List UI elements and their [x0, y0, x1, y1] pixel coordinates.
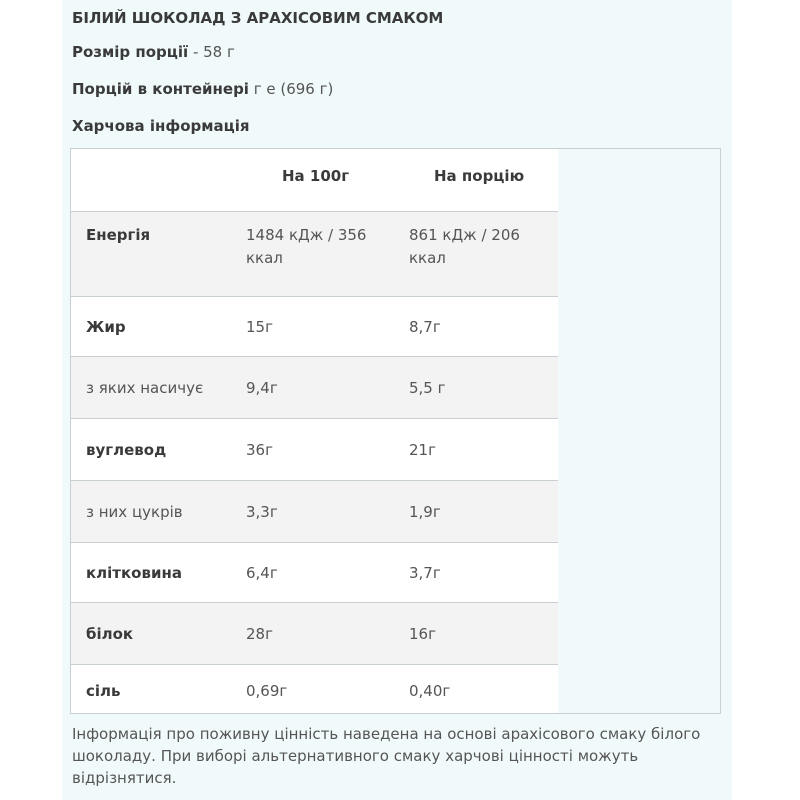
value-per-100g: 3,3г	[246, 503, 278, 521]
column-header: На порцію	[434, 167, 525, 185]
value-per-100g: 15г	[246, 318, 273, 336]
value-per-serving: 16г	[409, 625, 436, 643]
table-row	[71, 480, 558, 542]
column-header: На 100г	[282, 167, 350, 185]
value-per-serving: 0,40г	[409, 682, 451, 700]
value-per-serving: 861 кДж / 206 ккал	[409, 226, 520, 267]
table-row	[71, 664, 558, 716]
serving-size-value: - 58 г	[188, 43, 235, 61]
value-per-100g: 1484 кДж / 356 ккал	[246, 226, 367, 267]
table-row	[71, 211, 558, 296]
value-per-100g: 9,4г	[246, 379, 278, 397]
serving-size-label: Розмір порції	[72, 43, 189, 61]
nutrition-heading: Харчова інформація	[72, 117, 250, 135]
table-row	[71, 418, 558, 480]
serving-size	[72, 43, 235, 61]
nutrient-name: сіль	[86, 682, 121, 700]
nutrient-name: Енергія	[86, 226, 151, 244]
value-per-100g: 36г	[246, 441, 273, 459]
table-row	[71, 356, 558, 418]
value-per-serving: 1,9г	[409, 503, 441, 521]
table-row	[71, 542, 558, 602]
table-row	[71, 602, 558, 664]
nutrient-name: з них цукрів	[86, 503, 183, 521]
value-per-serving: 8,7г	[409, 318, 441, 336]
value-per-serving: 21г	[409, 441, 436, 459]
nutrient-name: вуглевод	[86, 441, 167, 459]
value-per-serving: 3,7г	[409, 564, 441, 582]
value-per-100g: 0,69г	[246, 682, 288, 700]
servings-label: Порцій в контейнері	[72, 80, 249, 98]
nutrient-name: білок	[86, 625, 134, 643]
value-per-serving: 5,5 г	[409, 379, 446, 397]
servings-per-container	[72, 80, 333, 98]
servings-value: г е (696 г)	[248, 80, 334, 98]
table-empty-column	[558, 149, 720, 713]
table-header-row	[71, 149, 558, 211]
nutrient-name: з яких насичує	[86, 379, 204, 397]
nutrition-table	[70, 148, 721, 714]
nutrient-name: клітковина	[86, 564, 182, 582]
table-row	[71, 296, 558, 356]
value-per-100g: 28г	[246, 625, 273, 643]
product-title: БІЛИЙ ШОКОЛАД З АРАХІСОВИМ СМАКОМ	[72, 9, 444, 27]
value-per-100g: 6,4г	[246, 564, 278, 582]
nutrition-footnote: Інформація про поживну цінність наведена на основі арахісового смаку білого шоколаду. При виборі альтернативного смаку харчові цінності можуть відрізнятися.	[72, 725, 701, 787]
nutrient-name: Жир	[86, 318, 126, 336]
